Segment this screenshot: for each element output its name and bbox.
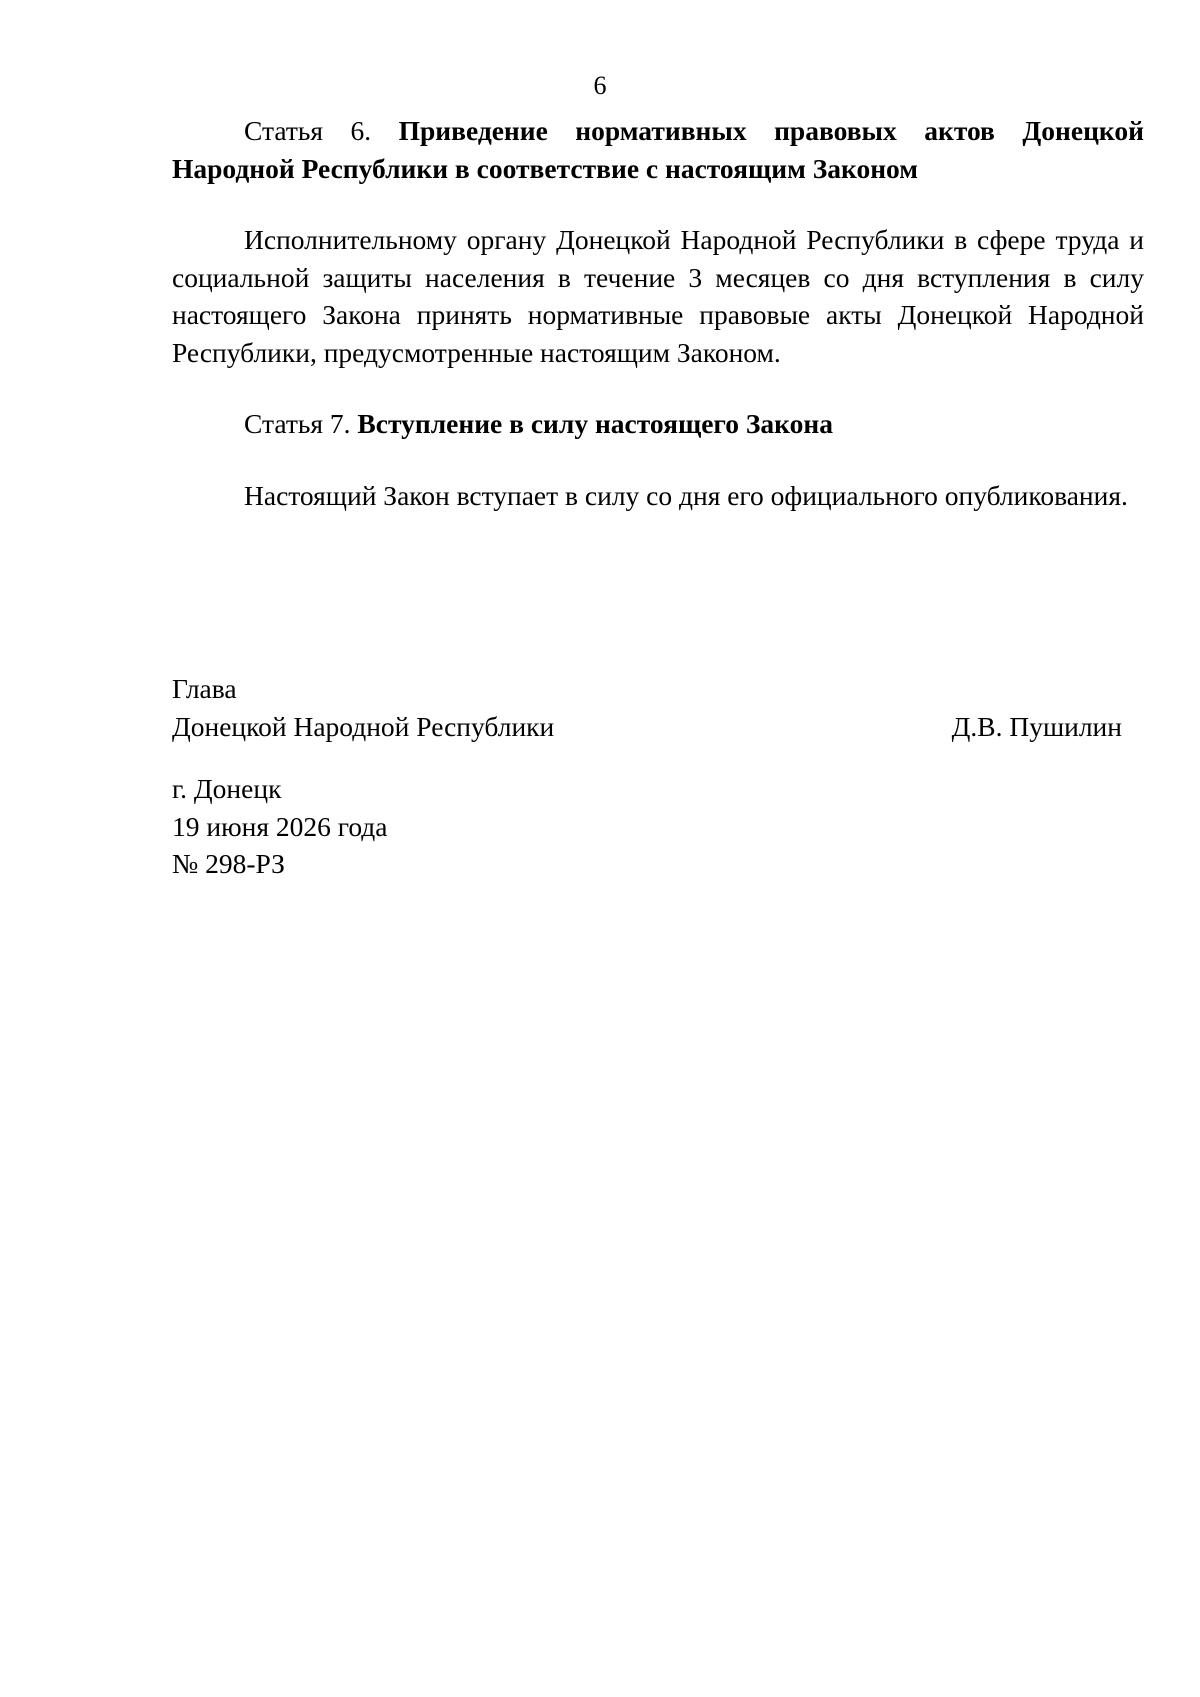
document-meta: [172, 770, 388, 883]
document-date: 19 июня 2026 года: [172, 810, 388, 842]
article-7-prefix: Статья 7.: [244, 408, 351, 439]
article-6-heading: [172, 112, 1144, 187]
article-6-prefix: Статья 6.: [244, 115, 372, 146]
signatory-position-line1: Глава: [172, 673, 237, 704]
article-6-body: Исполнительному органу Донецкой Народной Республики в сфере труда и социальной защиты населения в течение 3 месяцев со дня вступления в силу настоящего Закона принять нормативные правовые акты Донецкой Народной Республики, предусмотренные настоящим Законом.: [172, 224, 1144, 368]
article-6-title: Приведение нормативных правовых актов Донецкой Народной Республики в соответствие с настоящим Законом: [172, 115, 1144, 184]
document-city: г. Донецк: [172, 773, 282, 804]
article-7-title: Вступление в силу настоящего Закона: [357, 408, 833, 439]
signatory-name: Д.В. Пушилин: [951, 710, 1122, 742]
signature-row: [172, 708, 1122, 746]
document-body: [172, 112, 1144, 514]
article-7-heading: [172, 405, 1144, 443]
article-7-body: Настоящий Закон вступает в силу со дня его официального опубликования.: [244, 479, 1128, 511]
signature-block: [172, 670, 1122, 745]
page-number: 6: [593, 71, 607, 100]
signatory-position-line2: Донецкой Народной Республики: [172, 710, 555, 742]
document-number: № 298-РЗ: [172, 848, 285, 879]
